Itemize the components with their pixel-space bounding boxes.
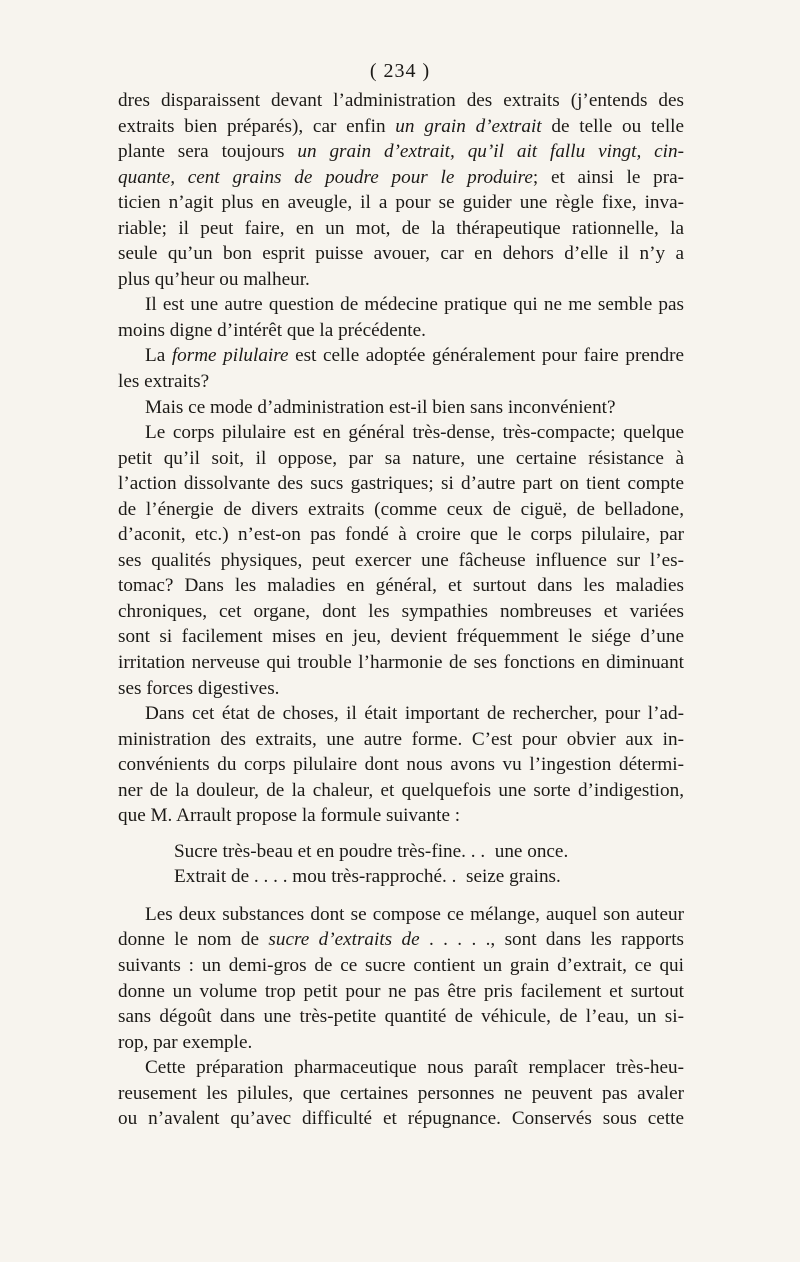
text-span: extraits bien préparés), car enfin <box>118 115 396 137</box>
text-span: seule qu’un bon esprit puisse avouer, car en dehors d’elle il n’y a <box>118 243 684 265</box>
text-line <box>118 599 684 625</box>
text-line <box>118 497 684 523</box>
text-span: sont si facilement mises en jeu, devient fréquemment le siége d’une <box>118 626 684 648</box>
italic-text: un grain d’extrait <box>395 115 542 137</box>
text-line <box>118 927 684 953</box>
text-span: irritation nerveuse qui trouble l’harmonie de ses fonctions en diminuant <box>118 652 684 674</box>
text-span: plus qu’heur ou malheur. <box>118 268 310 290</box>
text-span: les extraits? <box>118 371 210 393</box>
text-span: donne un volume trop petit pour ne pas être pris facilement et surtout <box>118 980 684 1002</box>
text-line <box>118 624 684 650</box>
text-line <box>118 471 684 497</box>
text-span: l’action dissolvante des sucs gastriques; si d’autre part on tient compte <box>118 473 684 495</box>
text-line <box>118 650 684 676</box>
text-line <box>118 979 684 1005</box>
text-span: . . . . ., sont dans les rapports <box>419 929 684 951</box>
text-line <box>118 343 684 369</box>
text-span: est celle adoptée généralement pour faire prendre <box>288 345 684 367</box>
text-span: sans dégoût dans une très-petite quantité de véhicule, de l’eau, un si- <box>118 1006 684 1028</box>
text-span: rop, par exemple. <box>118 1031 253 1053</box>
italic-text: quante, cent grains de poudre pour le produire <box>118 166 533 188</box>
text-span: suivants : un demi-gros de ce sucre contient un grain d’extrait, ce qui <box>118 954 684 976</box>
formula-line-2: Extrait de . . . . mou très-rapproché. . seize grains. <box>174 866 561 888</box>
text-line <box>118 1081 684 1107</box>
text-span: ses qualités physiques, peut exercer une fâcheuse influence sur l’es- <box>118 549 684 571</box>
text-line <box>118 1055 684 1081</box>
text-line <box>118 165 684 191</box>
italic-text: sucre d’extraits de <box>268 929 420 951</box>
text-span: de l’énergie de divers extraits (comme ceux de ciguë, de belladone, <box>118 498 684 520</box>
text-span: ministration des extraits, une autre forme. C’est pour obvier aux in- <box>118 728 684 750</box>
text-span: tomac? Dans les maladies en général, et surtout dans les maladies <box>118 575 684 597</box>
text-span: Il est une autre question de médecine pratique qui ne me semble pas <box>145 294 684 316</box>
text-span: dres disparaissent devant l’administration des extraits (j’entends des <box>118 90 684 111</box>
text-span: ; et ainsi le pra- <box>532 166 685 188</box>
text-span: petit qu’il soit, il oppose, par sa nature, une certaine résistance à <box>118 447 684 469</box>
text-line <box>118 318 684 344</box>
text-line <box>118 778 684 804</box>
text-line <box>118 267 684 293</box>
text-block-after-formula <box>118 902 684 1132</box>
text-line <box>118 216 684 242</box>
text-line <box>118 1106 684 1132</box>
text-line <box>118 752 684 778</box>
text-line <box>118 241 684 267</box>
text-span: moins digne d’intérêt que la précédente. <box>118 319 426 341</box>
text-line <box>118 446 684 472</box>
text-line <box>118 139 684 165</box>
page-number: ( 234 ) <box>369 60 431 82</box>
formula <box>174 839 684 890</box>
text-span: ner de la douleur, de la chaleur, et quelquefois une sorte d’indigestion, <box>118 779 684 801</box>
text-span: reusement les pilules, que certaines personnes ne peuvent pas avaler <box>118 1082 684 1104</box>
text-span: d’aconit, etc.) n’est-on pas fondé à croire que le corps pilulaire, par <box>118 524 684 546</box>
text-line <box>118 1004 684 1030</box>
text-line <box>118 701 684 727</box>
text-span: Cette préparation pharmaceutique nous paraît remplacer très-heu- <box>145 1057 684 1079</box>
text-line <box>118 114 684 140</box>
italic-text: forme pilulaire <box>171 345 289 367</box>
formula-line-1: Sucre très-beau et en poudre très-fine. . . une once. <box>174 840 569 862</box>
text-line <box>118 522 684 548</box>
text-line <box>118 88 684 114</box>
text-span: que M. Arrault propose la formule suivante : <box>118 805 461 827</box>
text-span: de telle ou telle <box>541 115 684 137</box>
italic-text: un grain d’extrait, qu’il ait fallu vingt, cin- <box>297 141 684 163</box>
text-span: La <box>145 345 172 367</box>
text-line <box>118 548 684 574</box>
text-span: convénients du corps pilulaire dont nous avons vu l’ingestion détermi- <box>118 754 684 776</box>
text-block-before-formula <box>118 88 684 829</box>
text-line <box>118 953 684 979</box>
text-line <box>118 902 684 928</box>
text-span: ses forces digestives. <box>118 677 280 699</box>
text-span: Les deux substances dont se compose ce mélange, auquel son auteur <box>145 903 684 925</box>
text-span: plante sera toujours <box>118 141 298 163</box>
text-line <box>118 676 684 702</box>
text-line <box>118 292 684 318</box>
text-line <box>118 369 684 395</box>
text-line <box>118 573 684 599</box>
text-span: ou n’avalent qu’avec difficulté et répugnance. Conservés sous cette <box>118 1108 684 1130</box>
text-span: riable; il peut faire, en un mot, de la thérapeutique rationnelle, la <box>118 217 684 239</box>
text-span: donne le nom de <box>118 929 269 951</box>
text-line <box>118 1030 684 1056</box>
text-line <box>118 420 684 446</box>
text-line <box>118 803 684 829</box>
text-line <box>118 395 684 421</box>
text-span: Dans cet état de choses, il était important de rechercher, pour l’ad- <box>145 703 684 725</box>
text-line <box>118 190 684 216</box>
text-line <box>118 727 684 753</box>
text-span: chroniques, cet organe, dont les sympathies nombreuses et variées <box>118 600 684 622</box>
body-text <box>118 88 684 1132</box>
text-span: ticien n’agit plus en aveugle, il a pour se guider une règle fixe, inva- <box>118 192 684 214</box>
text-span: Le corps pilulaire est en général très-dense, très-compacte; quelque <box>145 422 684 444</box>
text-span: Mais ce mode d’administration est-il bien sans inconvénient? <box>145 396 616 418</box>
